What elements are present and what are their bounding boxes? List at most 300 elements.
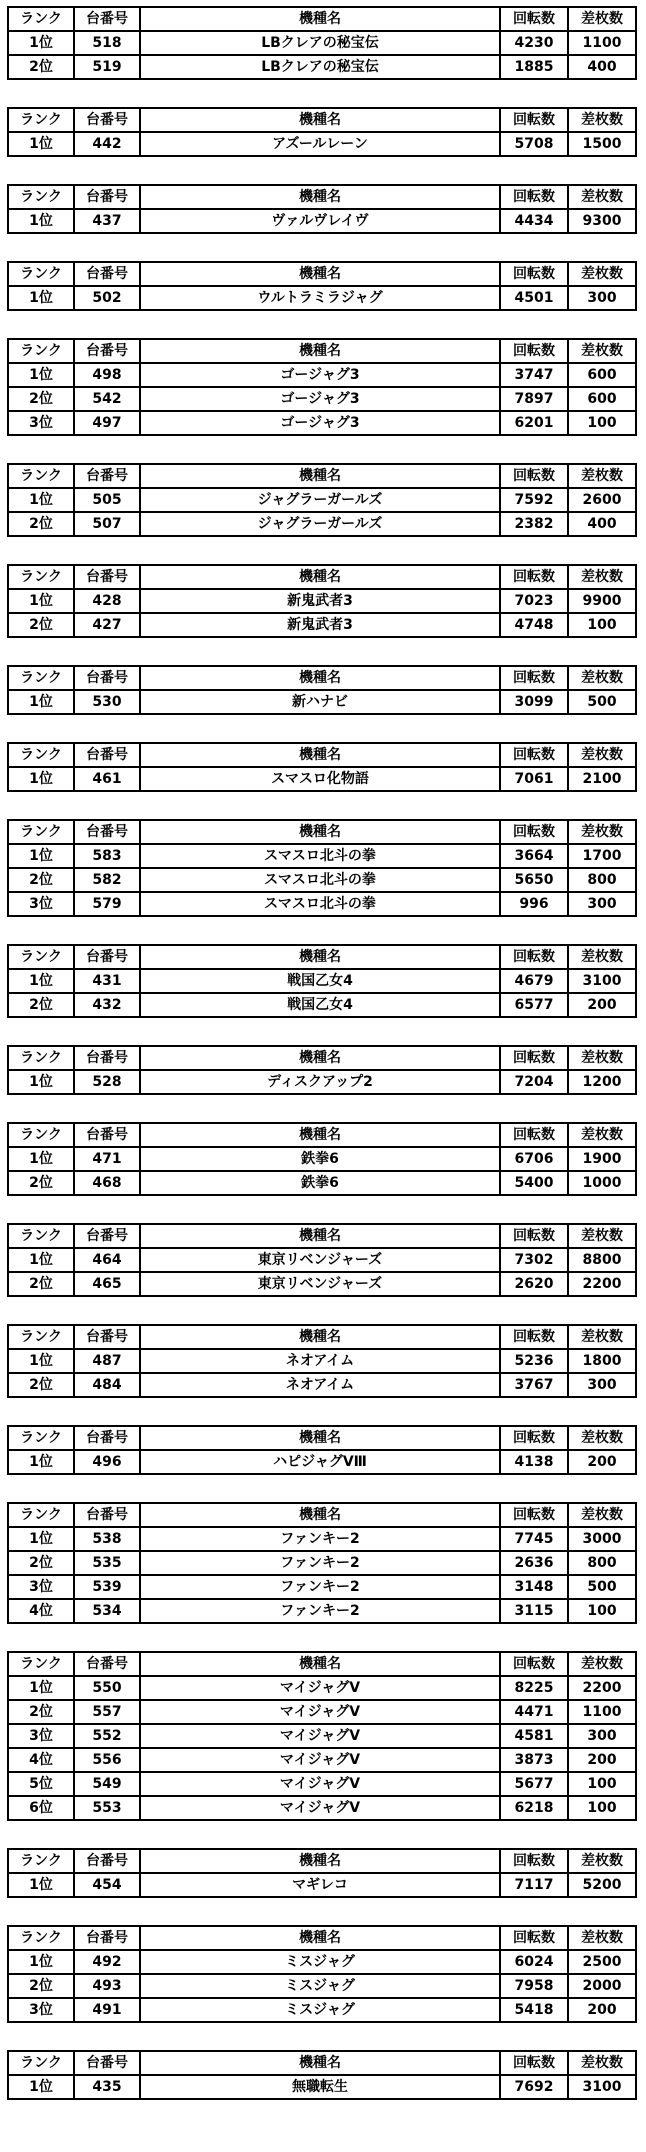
rank-cell: 2位 bbox=[8, 1551, 74, 1575]
header-rank: ランク bbox=[8, 2051, 74, 2075]
header-rank: ランク bbox=[8, 820, 74, 844]
model-name-cell: ネオアイム bbox=[140, 1349, 500, 1373]
ranking-table bbox=[7, 1223, 637, 1297]
ranking-table bbox=[7, 665, 637, 715]
header-row bbox=[8, 743, 636, 767]
rank-cell: 5位 bbox=[8, 1772, 74, 1796]
machine-number-cell: 464 bbox=[74, 1248, 140, 1272]
model-name-cell: ジャグラーガールズ bbox=[140, 488, 500, 512]
rank-cell: 2位 bbox=[8, 55, 74, 79]
header-machine-no: 台番号 bbox=[74, 262, 140, 286]
spins-cell: 7592 bbox=[500, 488, 568, 512]
rank-cell: 1位 bbox=[8, 286, 74, 310]
diff-cell: 2600 bbox=[568, 488, 636, 512]
table-row bbox=[8, 589, 636, 613]
table-row bbox=[8, 31, 636, 55]
table-row bbox=[8, 1171, 636, 1195]
model-name-cell: 東京リベンジャーズ bbox=[140, 1248, 500, 1272]
table-row bbox=[8, 1998, 636, 2022]
header-rank: ランク bbox=[8, 743, 74, 767]
model-name-cell: 新鬼武者3 bbox=[140, 589, 500, 613]
header-spins: 回転数 bbox=[500, 666, 568, 690]
diff-cell: 600 bbox=[568, 387, 636, 411]
rank-cell: 2位 bbox=[8, 1171, 74, 1195]
header-machine-no: 台番号 bbox=[74, 1652, 140, 1676]
table-row bbox=[8, 1070, 636, 1094]
header-rank: ランク bbox=[8, 464, 74, 488]
spins-cell: 6706 bbox=[500, 1147, 568, 1171]
header-rank: ランク bbox=[8, 262, 74, 286]
rank-cell: 1位 bbox=[8, 1676, 74, 1700]
machine-number-cell: 454 bbox=[74, 1873, 140, 1897]
header-diff: 差枚数 bbox=[568, 666, 636, 690]
machine-number-cell: 505 bbox=[74, 488, 140, 512]
spins-cell: 3747 bbox=[500, 363, 568, 387]
model-name-cell: ファンキー2 bbox=[140, 1599, 500, 1623]
header-machine-no: 台番号 bbox=[74, 2051, 140, 2075]
header-model-name: 機種名 bbox=[140, 262, 500, 286]
rank-cell: 3位 bbox=[8, 1724, 74, 1748]
rank-cell: 1位 bbox=[8, 690, 74, 714]
machine-number-cell: 432 bbox=[74, 993, 140, 1017]
model-name-cell: ファンキー2 bbox=[140, 1551, 500, 1575]
rank-cell: 2位 bbox=[8, 1373, 74, 1397]
rank-cell: 3位 bbox=[8, 1998, 74, 2022]
table-row bbox=[8, 1272, 636, 1296]
diff-cell: 2000 bbox=[568, 1974, 636, 1998]
diff-cell: 5200 bbox=[568, 1873, 636, 1897]
spins-cell: 3099 bbox=[500, 690, 568, 714]
table-row bbox=[8, 1974, 636, 1998]
rank-cell: 1位 bbox=[8, 589, 74, 613]
header-machine-no: 台番号 bbox=[74, 108, 140, 132]
header-machine-no: 台番号 bbox=[74, 1503, 140, 1527]
rank-cell: 2位 bbox=[8, 1974, 74, 1998]
model-name-cell: マイジャグV bbox=[140, 1676, 500, 1700]
machine-number-cell: 431 bbox=[74, 969, 140, 993]
machine-number-cell: 539 bbox=[74, 1575, 140, 1599]
ranking-table bbox=[7, 1925, 637, 2023]
model-name-cell: マイジャグV bbox=[140, 1772, 500, 1796]
diff-cell: 1900 bbox=[568, 1147, 636, 1171]
machine-number-cell: 484 bbox=[74, 1373, 140, 1397]
rank-cell: 1位 bbox=[8, 1873, 74, 1897]
model-name-cell: LBクレアの秘宝伝 bbox=[140, 31, 500, 55]
diff-cell: 1500 bbox=[568, 132, 636, 156]
table-row bbox=[8, 1450, 636, 1474]
header-rank: ランク bbox=[8, 185, 74, 209]
model-name-cell: 新鬼武者3 bbox=[140, 613, 500, 637]
spins-cell: 7117 bbox=[500, 1873, 568, 1897]
diff-cell: 1100 bbox=[568, 31, 636, 55]
rank-cell: 1位 bbox=[8, 31, 74, 55]
header-rank: ランク bbox=[8, 1426, 74, 1450]
header-spins: 回転数 bbox=[500, 1224, 568, 1248]
machine-number-cell: 552 bbox=[74, 1724, 140, 1748]
model-name-cell: 鉄拳6 bbox=[140, 1147, 500, 1171]
rank-cell: 1位 bbox=[8, 1248, 74, 1272]
header-rank: ランク bbox=[8, 108, 74, 132]
diff-cell: 1700 bbox=[568, 844, 636, 868]
rank-cell: 1位 bbox=[8, 1349, 74, 1373]
header-model-name: 機種名 bbox=[140, 339, 500, 363]
table-row bbox=[8, 613, 636, 637]
model-name-cell: マイジャグV bbox=[140, 1796, 500, 1820]
rank-cell: 2位 bbox=[8, 387, 74, 411]
spins-cell: 2636 bbox=[500, 1551, 568, 1575]
table-row bbox=[8, 767, 636, 791]
machine-number-cell: 468 bbox=[74, 1171, 140, 1195]
spins-cell: 7958 bbox=[500, 1974, 568, 1998]
ranking-table bbox=[7, 107, 637, 157]
header-row bbox=[8, 1926, 636, 1950]
header-machine-no: 台番号 bbox=[74, 666, 140, 690]
table-row bbox=[8, 690, 636, 714]
diff-cell: 200 bbox=[568, 1450, 636, 1474]
machine-number-cell: 502 bbox=[74, 286, 140, 310]
ranking-table bbox=[7, 1122, 637, 1196]
machine-number-cell: 579 bbox=[74, 892, 140, 916]
model-name-cell: ゴージャグ3 bbox=[140, 363, 500, 387]
spins-cell: 7692 bbox=[500, 2075, 568, 2099]
header-row bbox=[8, 1426, 636, 1450]
header-spins: 回転数 bbox=[500, 262, 568, 286]
rank-cell: 1位 bbox=[8, 844, 74, 868]
header-machine-no: 台番号 bbox=[74, 820, 140, 844]
model-name-cell: スマスロ北斗の拳 bbox=[140, 868, 500, 892]
machine-number-cell: 437 bbox=[74, 209, 140, 233]
header-model-name: 機種名 bbox=[140, 1652, 500, 1676]
header-row bbox=[8, 2051, 636, 2075]
table-row bbox=[8, 1796, 636, 1820]
rank-cell: 2位 bbox=[8, 993, 74, 1017]
machine-number-cell: 530 bbox=[74, 690, 140, 714]
header-spins: 回転数 bbox=[500, 565, 568, 589]
header-diff: 差枚数 bbox=[568, 820, 636, 844]
model-name-cell: スマスロ北斗の拳 bbox=[140, 892, 500, 916]
table-row bbox=[8, 1248, 636, 1272]
diff-cell: 500 bbox=[568, 690, 636, 714]
header-diff: 差枚数 bbox=[568, 185, 636, 209]
rank-cell: 2位 bbox=[8, 1700, 74, 1724]
rank-cell: 1位 bbox=[8, 969, 74, 993]
ranking-table bbox=[7, 1651, 637, 1821]
spins-cell: 3148 bbox=[500, 1575, 568, 1599]
header-model-name: 機種名 bbox=[140, 1224, 500, 1248]
header-diff: 差枚数 bbox=[568, 1503, 636, 1527]
diff-cell: 800 bbox=[568, 1551, 636, 1575]
diff-cell: 500 bbox=[568, 1575, 636, 1599]
table-row bbox=[8, 488, 636, 512]
diff-cell: 3100 bbox=[568, 969, 636, 993]
header-row bbox=[8, 1046, 636, 1070]
table-row bbox=[8, 55, 636, 79]
diff-cell: 100 bbox=[568, 411, 636, 435]
rank-cell: 1位 bbox=[8, 1147, 74, 1171]
table-row bbox=[8, 2075, 636, 2099]
header-diff: 差枚数 bbox=[568, 1426, 636, 1450]
model-name-cell: ファンキー2 bbox=[140, 1575, 500, 1599]
rank-cell: 4位 bbox=[8, 1599, 74, 1623]
table-row bbox=[8, 868, 636, 892]
header-diff: 差枚数 bbox=[568, 1224, 636, 1248]
model-name-cell: ジャグラーガールズ bbox=[140, 512, 500, 536]
machine-number-cell: 550 bbox=[74, 1676, 140, 1700]
spins-cell: 3664 bbox=[500, 844, 568, 868]
header-rank: ランク bbox=[8, 1652, 74, 1676]
header-row bbox=[8, 565, 636, 589]
header-rank: ランク bbox=[8, 1046, 74, 1070]
diff-cell: 8800 bbox=[568, 1248, 636, 1272]
model-name-cell: アズールレーン bbox=[140, 132, 500, 156]
diff-cell: 1000 bbox=[568, 1171, 636, 1195]
machine-number-cell: 542 bbox=[74, 387, 140, 411]
table-row bbox=[8, 387, 636, 411]
rank-cell: 1位 bbox=[8, 1450, 74, 1474]
header-model-name: 機種名 bbox=[140, 743, 500, 767]
machine-number-cell: 442 bbox=[74, 132, 140, 156]
header-model-name: 機種名 bbox=[140, 2051, 500, 2075]
model-name-cell: 新ハナビ bbox=[140, 690, 500, 714]
diff-cell: 100 bbox=[568, 1599, 636, 1623]
table-row bbox=[8, 1676, 636, 1700]
table-row bbox=[8, 1724, 636, 1748]
header-spins: 回転数 bbox=[500, 339, 568, 363]
ranking-table bbox=[7, 1045, 637, 1095]
spins-cell: 4434 bbox=[500, 209, 568, 233]
header-model-name: 機種名 bbox=[140, 1503, 500, 1527]
model-name-cell: ゴージャグ3 bbox=[140, 411, 500, 435]
diff-cell: 400 bbox=[568, 55, 636, 79]
table-row bbox=[8, 209, 636, 233]
table-row bbox=[8, 1575, 636, 1599]
table-row bbox=[8, 1527, 636, 1551]
spins-cell: 7897 bbox=[500, 387, 568, 411]
machine-number-cell: 493 bbox=[74, 1974, 140, 1998]
header-model-name: 機種名 bbox=[140, 1926, 500, 1950]
diff-cell: 3000 bbox=[568, 1527, 636, 1551]
rank-cell: 3位 bbox=[8, 411, 74, 435]
diff-cell: 3100 bbox=[568, 2075, 636, 2099]
ranking-table bbox=[7, 6, 637, 80]
header-machine-no: 台番号 bbox=[74, 565, 140, 589]
header-diff: 差枚数 bbox=[568, 1926, 636, 1950]
ranking-table bbox=[7, 1502, 637, 1624]
model-name-cell: ファンキー2 bbox=[140, 1527, 500, 1551]
header-rank: ランク bbox=[8, 945, 74, 969]
diff-cell: 1800 bbox=[568, 1349, 636, 1373]
machine-number-cell: 507 bbox=[74, 512, 140, 536]
model-name-cell: マイジャグV bbox=[140, 1748, 500, 1772]
ranking-table bbox=[7, 463, 637, 537]
ranking-table bbox=[7, 564, 637, 638]
header-diff: 差枚数 bbox=[568, 1123, 636, 1147]
model-name-cell: 無職転生 bbox=[140, 2075, 500, 2099]
header-rank: ランク bbox=[8, 1926, 74, 1950]
model-name-cell: マイジャグV bbox=[140, 1724, 500, 1748]
ranking-table bbox=[7, 2050, 637, 2100]
rank-cell: 3位 bbox=[8, 892, 74, 916]
machine-number-cell: 519 bbox=[74, 55, 140, 79]
diff-cell: 1100 bbox=[568, 1700, 636, 1724]
diff-cell: 400 bbox=[568, 512, 636, 536]
header-diff: 差枚数 bbox=[568, 743, 636, 767]
machine-number-cell: 553 bbox=[74, 1796, 140, 1820]
header-row bbox=[8, 1849, 636, 1873]
header-diff: 差枚数 bbox=[568, 464, 636, 488]
machine-number-cell: 497 bbox=[74, 411, 140, 435]
header-model-name: 機種名 bbox=[140, 565, 500, 589]
header-rank: ランク bbox=[8, 565, 74, 589]
table-row bbox=[8, 1551, 636, 1575]
table-row bbox=[8, 363, 636, 387]
header-spins: 回転数 bbox=[500, 7, 568, 31]
table-row bbox=[8, 512, 636, 536]
rank-cell: 2位 bbox=[8, 512, 74, 536]
ranking-table bbox=[7, 261, 637, 311]
spins-cell: 7023 bbox=[500, 589, 568, 613]
header-spins: 回転数 bbox=[500, 1926, 568, 1950]
rank-cell: 2位 bbox=[8, 1272, 74, 1296]
diff-cell: 1200 bbox=[568, 1070, 636, 1094]
spins-cell: 7302 bbox=[500, 1248, 568, 1272]
table-row bbox=[8, 1599, 636, 1623]
diff-cell: 2200 bbox=[568, 1676, 636, 1700]
header-spins: 回転数 bbox=[500, 820, 568, 844]
model-name-cell: マギレコ bbox=[140, 1873, 500, 1897]
table-row bbox=[8, 993, 636, 1017]
header-row bbox=[8, 945, 636, 969]
spins-cell: 5400 bbox=[500, 1171, 568, 1195]
model-name-cell: ミスジャグ bbox=[140, 1974, 500, 1998]
header-spins: 回転数 bbox=[500, 1426, 568, 1450]
header-row bbox=[8, 1652, 636, 1676]
spins-cell: 6201 bbox=[500, 411, 568, 435]
rank-cell: 1位 bbox=[8, 209, 74, 233]
table-row bbox=[8, 1873, 636, 1897]
table-row bbox=[8, 286, 636, 310]
header-spins: 回転数 bbox=[500, 1123, 568, 1147]
diff-cell: 300 bbox=[568, 1724, 636, 1748]
header-spins: 回転数 bbox=[500, 1652, 568, 1676]
diff-cell: 9300 bbox=[568, 209, 636, 233]
header-row bbox=[8, 185, 636, 209]
header-spins: 回転数 bbox=[500, 108, 568, 132]
header-spins: 回転数 bbox=[500, 1503, 568, 1527]
machine-number-cell: 428 bbox=[74, 589, 140, 613]
ranking-table bbox=[7, 184, 637, 234]
diff-cell: 300 bbox=[568, 286, 636, 310]
diff-cell: 100 bbox=[568, 613, 636, 637]
header-model-name: 機種名 bbox=[140, 464, 500, 488]
spins-cell: 6024 bbox=[500, 1950, 568, 1974]
spins-cell: 4501 bbox=[500, 286, 568, 310]
rank-cell: 6位 bbox=[8, 1796, 74, 1820]
header-spins: 回転数 bbox=[500, 2051, 568, 2075]
diff-cell: 200 bbox=[568, 993, 636, 1017]
rank-cell: 3位 bbox=[8, 1575, 74, 1599]
spins-cell: 3873 bbox=[500, 1748, 568, 1772]
header-machine-no: 台番号 bbox=[74, 1046, 140, 1070]
machine-number-cell: 583 bbox=[74, 844, 140, 868]
header-spins: 回転数 bbox=[500, 185, 568, 209]
rank-cell: 1位 bbox=[8, 488, 74, 512]
spins-cell: 6218 bbox=[500, 1796, 568, 1820]
header-model-name: 機種名 bbox=[140, 185, 500, 209]
model-name-cell: 戦国乙女4 bbox=[140, 993, 500, 1017]
diff-cell: 300 bbox=[568, 1373, 636, 1397]
header-machine-no: 台番号 bbox=[74, 1123, 140, 1147]
header-diff: 差枚数 bbox=[568, 1652, 636, 1676]
header-machine-no: 台番号 bbox=[74, 1325, 140, 1349]
rank-cell: 1位 bbox=[8, 1527, 74, 1551]
header-model-name: 機種名 bbox=[140, 820, 500, 844]
spins-cell: 4138 bbox=[500, 1450, 568, 1474]
header-model-name: 機種名 bbox=[140, 1426, 500, 1450]
diff-cell: 100 bbox=[568, 1796, 636, 1820]
header-diff: 差枚数 bbox=[568, 7, 636, 31]
header-row bbox=[8, 1325, 636, 1349]
header-rank: ランク bbox=[8, 1849, 74, 1873]
header-machine-no: 台番号 bbox=[74, 1426, 140, 1450]
table-row bbox=[8, 1950, 636, 1974]
ranking-table bbox=[7, 1848, 637, 1898]
diff-cell: 300 bbox=[568, 892, 636, 916]
spins-cell: 4581 bbox=[500, 1724, 568, 1748]
header-row bbox=[8, 820, 636, 844]
header-rank: ランク bbox=[8, 339, 74, 363]
spins-cell: 1885 bbox=[500, 55, 568, 79]
machine-number-cell: 487 bbox=[74, 1349, 140, 1373]
header-row bbox=[8, 1123, 636, 1147]
header-row bbox=[8, 262, 636, 286]
header-diff: 差枚数 bbox=[568, 945, 636, 969]
header-machine-no: 台番号 bbox=[74, 339, 140, 363]
header-model-name: 機種名 bbox=[140, 945, 500, 969]
machine-number-cell: 538 bbox=[74, 1527, 140, 1551]
machine-number-cell: 465 bbox=[74, 1272, 140, 1296]
header-machine-no: 台番号 bbox=[74, 464, 140, 488]
header-machine-no: 台番号 bbox=[74, 1224, 140, 1248]
diff-cell: 600 bbox=[568, 363, 636, 387]
machine-number-cell: 534 bbox=[74, 1599, 140, 1623]
header-model-name: 機種名 bbox=[140, 7, 500, 31]
header-diff: 差枚数 bbox=[568, 1325, 636, 1349]
diff-cell: 200 bbox=[568, 1748, 636, 1772]
header-diff: 差枚数 bbox=[568, 339, 636, 363]
machine-number-cell: 549 bbox=[74, 1772, 140, 1796]
model-name-cell: ミスジャグ bbox=[140, 1998, 500, 2022]
ranking-table bbox=[7, 338, 637, 436]
rank-cell: 4位 bbox=[8, 1748, 74, 1772]
machine-number-cell: 557 bbox=[74, 1700, 140, 1724]
header-spins: 回転数 bbox=[500, 464, 568, 488]
header-model-name: 機種名 bbox=[140, 1123, 500, 1147]
header-row bbox=[8, 666, 636, 690]
table-row bbox=[8, 1700, 636, 1724]
header-row bbox=[8, 108, 636, 132]
model-name-cell: ミスジャグ bbox=[140, 1950, 500, 1974]
diff-cell: 2200 bbox=[568, 1272, 636, 1296]
machine-number-cell: 471 bbox=[74, 1147, 140, 1171]
diff-cell: 2500 bbox=[568, 1950, 636, 1974]
diff-cell: 100 bbox=[568, 1772, 636, 1796]
spins-cell: 4471 bbox=[500, 1700, 568, 1724]
machine-number-cell: 491 bbox=[74, 1998, 140, 2022]
machine-number-cell: 492 bbox=[74, 1950, 140, 1974]
header-row bbox=[8, 464, 636, 488]
model-name-cell: ゴージャグ3 bbox=[140, 387, 500, 411]
